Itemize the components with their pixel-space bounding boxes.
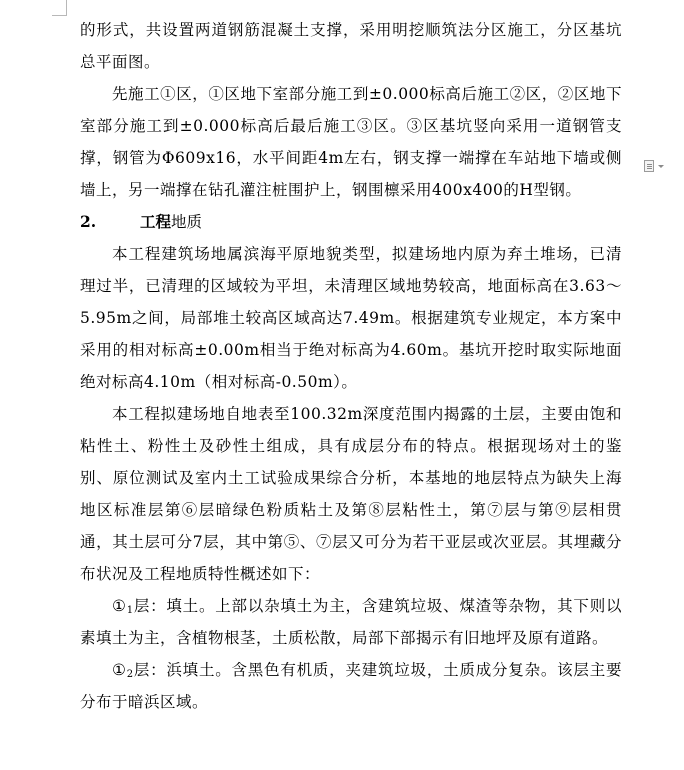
text-line: 别、原位测试及室内土工试验成果综合分析，本基地的地层特点为缺失上	[80, 469, 606, 487]
text-line: 下室部分施工到±0.000标高后最后施工③区。③区基坑竖向采用一道钢管	[80, 85, 622, 135]
text-line: 坑总平面图。	[80, 21, 622, 71]
layer-marker: ①	[112, 597, 127, 615]
section-title-normal: 地质	[171, 213, 203, 231]
corner-mark-vertical	[66, 0, 67, 16]
text-line: 清理过半，已清理的区域较为平坦，未清理区域地势较高，地面标高在	[80, 245, 622, 295]
text-line: 支撑，钢管为Φ609x16，水平间距4m左右，钢支撑一端撑在车站地下墙或	[80, 117, 622, 167]
page-corner-mark	[0, 0, 70, 16]
text-line: 贯通，其土层可分7层，其中第⑤、⑦层又可分为若干亚层或次亚层。其埋	[80, 501, 622, 551]
text-line: 本工程建筑场地属滨海平原地貌类型，拟建场地内原为弃土堆场，已	[112, 245, 606, 263]
paragraph-layer-fill	[80, 590, 622, 654]
text-line: 的形式，共设置两道钢筋混凝土支撑，采用明挖顺筑法分区施工，分区基	[80, 21, 606, 39]
text-line: 际地面绝对标高4.10m（相对标高-0.50m）。	[80, 341, 622, 391]
text-line: 路。	[576, 629, 609, 647]
text-line: 层：浜填土。含黑色有机质，夹建筑垃圾，土质成分复杂。该层主	[133, 661, 606, 679]
text-line: 海地区标准层第⑥层暗绿色粉质粘土及第⑧层粘性土，第⑦层与第⑨层相	[80, 469, 622, 519]
text-line: 藏分布状况及工程地质特性概述如下：	[80, 533, 622, 583]
paragraph-layer-creek-fill	[80, 654, 622, 718]
text-line: 粘性土、粉性土及砂性土组成，具有成层分布的特点。根据现场对土的鉴	[80, 437, 622, 455]
chevron-down-icon	[658, 165, 664, 168]
text-line: 以素填土为主，含植物根茎，土质松散，局部下部揭示有旧地坪及原有道	[80, 597, 622, 647]
section-title-bold: 工程	[140, 212, 172, 231]
paragraph-construction-sequence	[80, 78, 622, 206]
paste-options-icon[interactable]	[644, 158, 674, 174]
page-content	[80, 14, 622, 718]
corner-mark-horizontal	[52, 15, 67, 16]
layer-marker: ①	[112, 661, 127, 679]
paragraph-soil-layers	[80, 398, 622, 590]
text-line: 层：填土。上部以杂填土为主，含建筑垃圾、煤渣等杂物，其下则	[133, 597, 606, 615]
text-line: 本工程拟建场地自地表至100.32m深度范围内揭露的土层，主要由饱和	[112, 405, 622, 423]
paragraph-site-landform	[80, 238, 622, 398]
text-line: 要分布于暗浜区域。	[80, 661, 622, 711]
text-line: 方案中采用的相对标高±0.00m相当于绝对标高为4.60m。基坑开挖时取实	[80, 309, 622, 359]
paragraph-construction-method	[80, 14, 622, 78]
text-line: 3.63～5.95m之间，局部堆土较高区域高达7.49m。根据建筑专业规定，本	[80, 277, 622, 327]
layer-subscript: 2	[126, 669, 134, 680]
section-title	[140, 206, 202, 238]
text-line: 先施工①区，①区地下室部分施工到±0.000标高后施工②区，②区地	[112, 85, 606, 103]
document-icon	[644, 160, 654, 172]
section-heading	[80, 206, 622, 238]
layer-subscript: 1	[126, 605, 134, 616]
text-line: 侧墙上，另一端撑在钻孔灌注桩围护上，钢围檩采用400x400的H型钢。	[80, 149, 622, 199]
section-number: 2.	[80, 212, 97, 231]
